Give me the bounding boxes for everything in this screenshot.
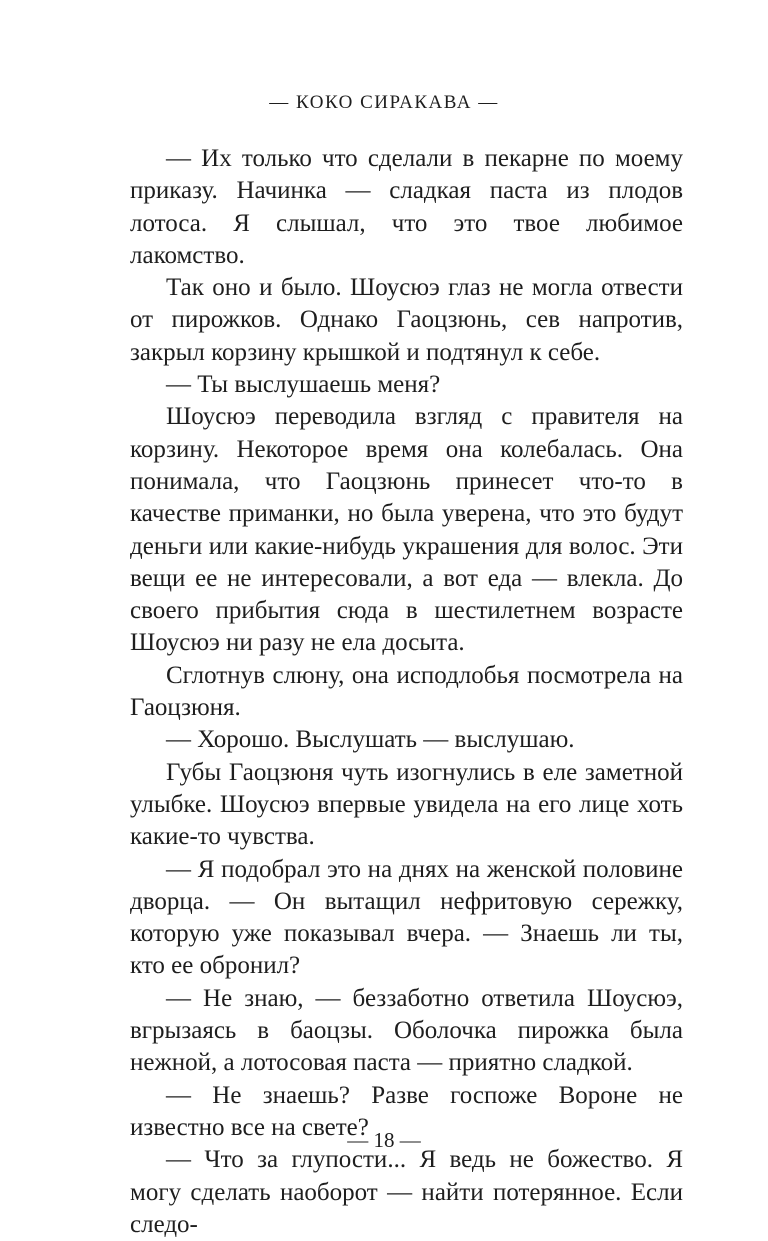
- paragraph-1: — Их только что сделали в пекарне по моему приказу. Начинка — сладкая паста из плодов лотоса. Я слышал, что это твое любимое лакомство.: [130, 145, 683, 269]
- paragraph-11: — Что за глупости... Я ведь не божество. Я могу сделать наоборот — найти потерянное. Если следо-: [130, 1146, 683, 1238]
- paragraph-9: — Не знаю, — беззаботно ответила Шоусюэ, вгрызаясь в баоцзы. Оболочка пирожка была нежной, а лотосовая паста — приятно сладкой.: [130, 984, 683, 1077]
- paragraph-3: — Ты выслушаешь меня?: [166, 371, 441, 399]
- running-head: — КОКО СИРАКАВА —: [269, 92, 499, 113]
- paragraph-2: Так оно и было. Шоусюэ глаз не могла отвести от пирожков. Однако Гаоцзюнь, сев напротив, закрыл корзину крышкой и подтянул к себе.: [130, 274, 683, 366]
- paragraph-7: Губы Гаоцзюня чуть изогнулись в еле заметной улыбке. Шоусюэ впервые увидела на его лице хоть какие-то чувства.: [130, 758, 683, 851]
- paragraph-8: — Я подобрал это на днях на женской половине дворца. — Он вытащил нефритовую сережку, которую уже показывал вчера. — Знаешь ли ты, кто ее обронил?: [130, 855, 683, 980]
- paragraph-4: Шоусюэ переводила взгляд с правителя на корзину. Некоторое время она колебалась. Она понимала, что Гаоцзюнь принесет что-то в качестве приманки, но была уверена, что это будут деньги или какие-нибудь украшения для волос. Эти вещи ее не интересовали, а вот еда — влекла. До своего прибытия сюда в шестилетнем возрасте Шоусюэ ни разу не ела досыта.: [130, 403, 683, 657]
- paragraph-6: — Хорошо. Выслушать — выслушаю.: [166, 726, 575, 754]
- book-text: [130, 143, 683, 1241]
- paragraph-5: Сглотнув слюну, она исподлобья посмотрела на Гаоцзюня.: [130, 661, 683, 722]
- page-number: — 18 —: [347, 1128, 421, 1152]
- paragraph-10: — Не знаешь? Разве госпоже Вороне не известно все на свете?: [130, 1081, 683, 1141]
